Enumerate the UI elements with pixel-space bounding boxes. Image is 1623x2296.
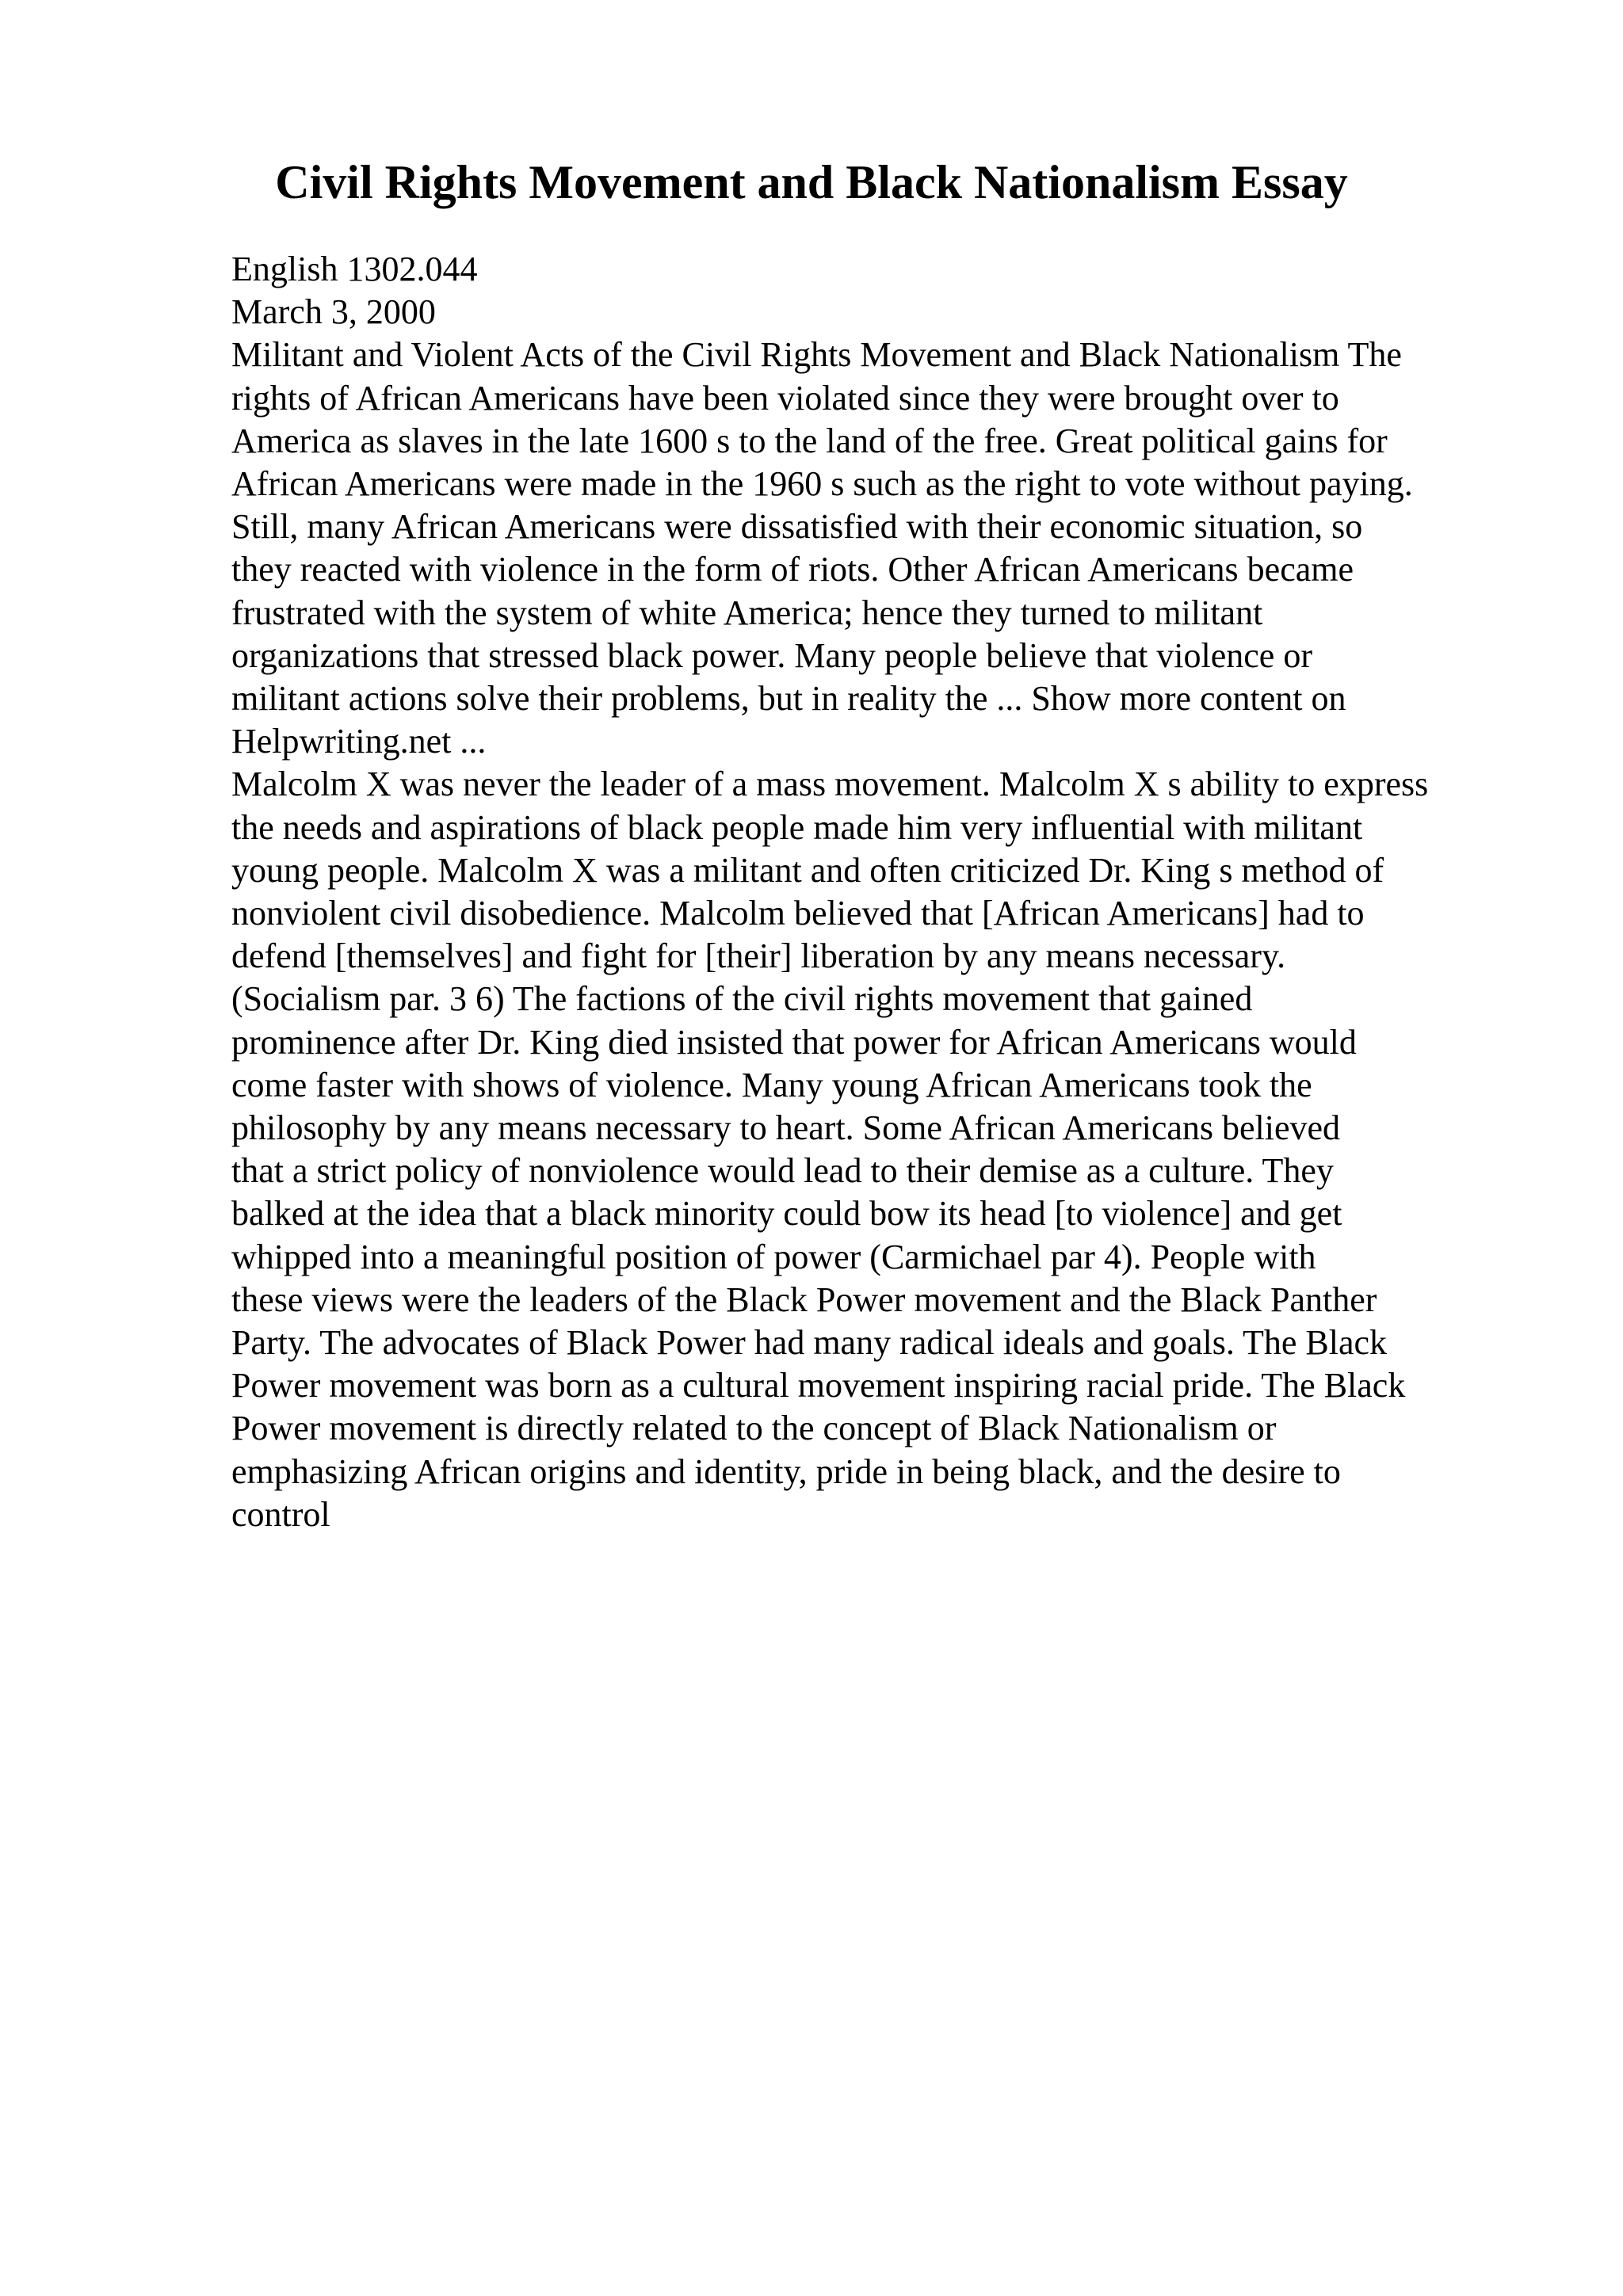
text-line: frustrated with the system of white America; hence they turned to militant xyxy=(231,593,1263,632)
text-line: whipped into a meaningful position of power (Carmichael par 4). People with xyxy=(231,1237,1316,1276)
text-line: America as slaves in the late 1600 s to the land of the free. Great political gains for xyxy=(231,421,1388,460)
text-line: Power movement was born as a cultural movement inspiring racial pride. The Black xyxy=(231,1366,1406,1405)
text-line: philosophy by any means necessary to heart. Some African Americans believed xyxy=(231,1108,1341,1148)
text-line: come faster with shows of violence. Many young African Americans took the xyxy=(231,1065,1312,1104)
text-line: English 1302.044 xyxy=(231,250,478,288)
text-line: organizations that stressed black power. Many people believe that violence or xyxy=(231,635,1312,675)
text-line: emphasizing African origins and identity, pride in being black, and the desire to xyxy=(231,1451,1341,1491)
text-line: defend [themselves] and fight for [their] liberation by any means necessary. xyxy=(231,936,1286,976)
text-line: Party. The advocates of Black Power had many radical ideals and goals. The Black xyxy=(231,1323,1388,1363)
text-line: nonviolent civil disobedience. Malcolm believed that [African Americans] had to xyxy=(231,894,1365,933)
document-body xyxy=(231,248,1515,1536)
text-line: Militant and Violent Acts of the Civil Rights Movement and Black Nationalism The xyxy=(231,335,1402,375)
text-line: militant actions solve their problems, but in reality the ... Show more content on xyxy=(231,679,1346,719)
text-line: balked at the idea that a black minority could bow its head [to violence] and get xyxy=(231,1194,1342,1234)
document-title: Civil Rights Movement and Black Nationalism Essay xyxy=(275,156,1348,208)
text-line: Malcolm X was never the leader of a mass movement. Malcolm X s ability to express xyxy=(231,765,1429,804)
text-line: (Socialism par. 3 6) The factions of the civil rights movement that gained xyxy=(231,979,1253,1019)
text-line: they reacted with violence in the form of riots. Other African Americans became xyxy=(231,550,1354,589)
text-line: Helpwriting.net ... xyxy=(231,722,487,761)
text-line: control xyxy=(231,1494,330,1534)
text-line: prominence after Dr. King died insisted that power for African Americans would xyxy=(231,1022,1357,1062)
text-line: Power movement is directly related to the concept of Black Nationalism or xyxy=(231,1409,1277,1448)
text-line: young people. Malcolm X was a militant and often criticized Dr. King s method of xyxy=(231,850,1384,890)
text-line: rights of African Americans have been violated since they were brought over to xyxy=(231,378,1339,418)
text-line: the needs and aspirations of black people made him very influential with militant xyxy=(231,807,1363,847)
text-line: these views were the leaders of the Black Power movement and the Black Panther xyxy=(231,1280,1377,1319)
text-line: Still, many African Americans were dissatisfied with their economic situation, so xyxy=(231,507,1363,547)
text-line: March 3, 2000 xyxy=(231,292,436,332)
text-line: African Americans were made in the 1960 s such as the right to vote without paying. xyxy=(231,464,1413,504)
text-line: that a strict policy of nonviolence would lead to their demise as a culture. They xyxy=(231,1151,1334,1191)
